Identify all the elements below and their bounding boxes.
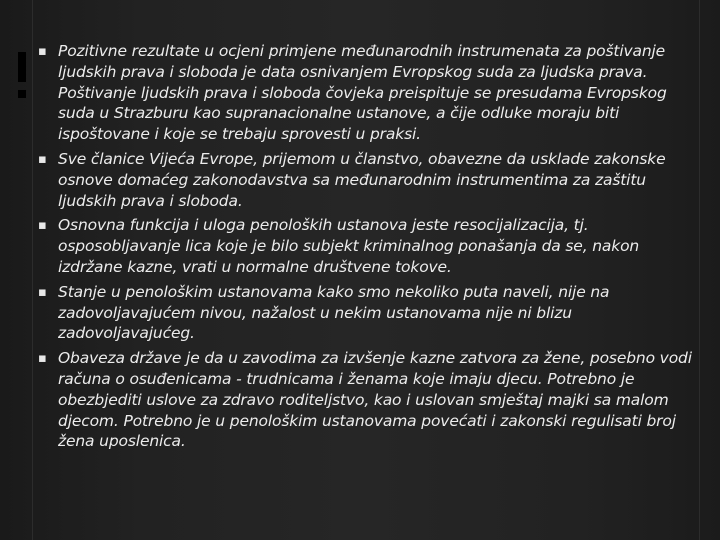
square-bullet-icon: ▪ bbox=[38, 218, 47, 234]
bullet-text: Stanje u penološkim ustanovama kako smo nekoliko puta naveli, nije na zadovoljavajućem nivou, nažalost u nekim ustanovama nije ni blizu zadovoljavajućeg. bbox=[58, 282, 610, 343]
bullet-item bbox=[38, 348, 700, 452]
accent-bar-small bbox=[18, 90, 26, 98]
bullet-text: Pozitivne rezultate u ocjeni primjene međunarodnih instrumenata za poštivanje ljudskih prava i sloboda je data osnivanjem Evropskog suda za ljudska prava. Poštivanje ljudskih prava i sloboda čovjeka preispituje se presudama Evropskog suda u Strazburu kao supranacionalne ustanove, a čije odluke moraju biti ispoštovane i koje se trebaju sprovesti u praksi. bbox=[58, 42, 667, 144]
bullet-item bbox=[38, 149, 700, 211]
bullet-item bbox=[38, 282, 700, 344]
bullet-text: Sve članice Vijeća Evrope, prijemom u članstvo, obavezne da usklade zakonske osnove domaćeg zakonodavstva sa međunarodnim instrumentima za zaštitu ljudskih prava i sloboda. bbox=[58, 149, 666, 210]
accent-bar-top bbox=[18, 52, 26, 82]
bullet-item bbox=[38, 215, 700, 277]
square-bullet-icon: ▪ bbox=[38, 151, 47, 167]
square-bullet-icon: ▪ bbox=[38, 44, 47, 59]
bullet-text: Osnovna funkcija i uloga penoloških ustanova jeste resocijalizacija, tj. osposobljavanje lica koje je bilo subjekt kriminalnog ponašanja da se, nakon izdržane kazne, vrati u normalne društvene tokove. bbox=[58, 216, 640, 276]
bullet-list bbox=[38, 41, 700, 452]
bullet-text: Obaveza države je da u zavodima za izvšenje kazne zatvora za žene, posebno vodi računa o osuđenicama - trudnicama i ženama koje imaju djecu. Potrebno je obezbjediti uslove za zdravo roditeljstvo, kao i uslovan smještaj majki sa malom djecom. Potrebno je u penološkim ustanovama povećati i zakonski regulisati broj žena uposlenica. bbox=[58, 349, 692, 451]
square-bullet-icon: ▪ bbox=[38, 351, 47, 367]
left-guide-line bbox=[32, 0, 33, 540]
slide-content bbox=[38, 41, 700, 456]
square-bullet-icon: ▪ bbox=[38, 284, 47, 300]
bullet-item bbox=[38, 41, 700, 145]
